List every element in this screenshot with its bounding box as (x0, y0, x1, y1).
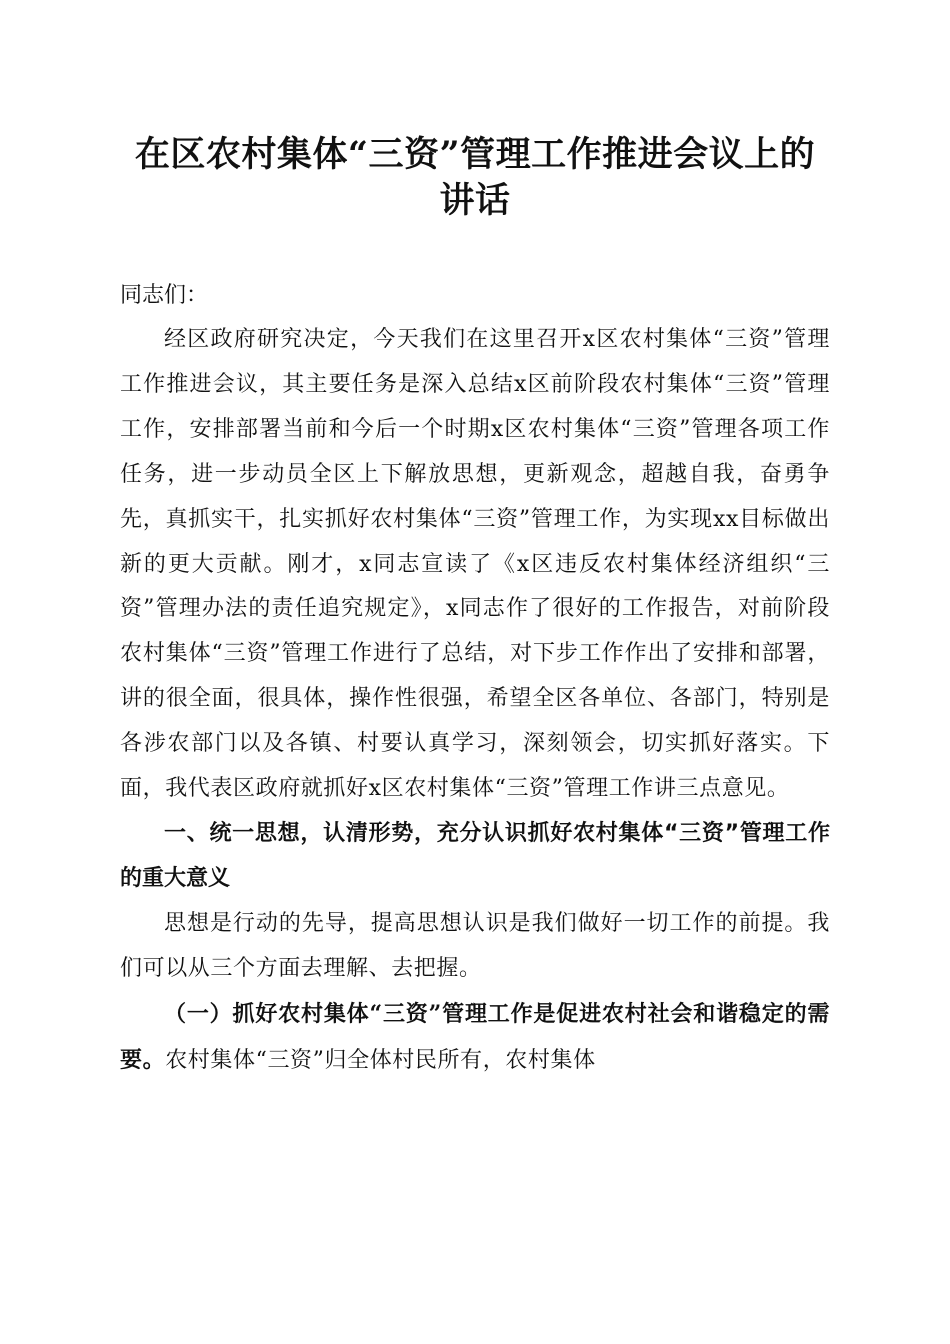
opening-paragraph: 经区政府研究决定，今天我们在这里召开x区农村集体“三资”管理工作推进会议，其主要任务是深入总结x区前阶段农村集体“三资”管理工作，安排部署当前和今后一个时期x区农村集体“三资”管理各项工作任务，进一步动员全区上下解放思想，更新观念，超越自我，奋勇争先，真抓实干，扎实抓好农村集体“三资”管理工作，为实现xx目标做出新的更大贡献。刚才，x同志宣读了《x区违反农村集体经济组织“三资”管理办法的责任追究规定》，x同志作了很好的工作报告，对前阶段农村集体“三资”管理工作进行了总结，对下步工作作出了安排和部署，讲的很全面，很具体，操作性很强，希望全区各单位、各部门，特别是各涉农部门以及各镇、村要认真学习，深刻领会，切实抓好落实。下面，我代表区政府就抓好x区农村集体“三资”管理工作讲三点意见。 (120, 327, 830, 802)
salutation: 同志们： (120, 283, 209, 308)
document-page (120, 132, 830, 1083)
subsection-1-text: 农村集体“三资”归全体村民所有，农村集体 (165, 1047, 596, 1073)
subsection-heading-1: （一）抓好农村集体“三资”管理工作是促进农村社会和谐稳定的需要。 (120, 1000, 830, 1073)
section-heading-1: 一、统一思想，认清形势，充分认识抓好农村集体“三资”管理工作的重大意义 (120, 820, 830, 891)
document-title: 在区农村集体“三资”管理工作推进会议上的讲话 (134, 134, 816, 221)
subsection-1-paragraph (120, 992, 830, 1084)
section-1-intro-paragraph: 思想是行动的先导，提高思想认识是我们做好一切工作的前提。我们可以从三个方面去理解、去把握。 (120, 910, 830, 981)
